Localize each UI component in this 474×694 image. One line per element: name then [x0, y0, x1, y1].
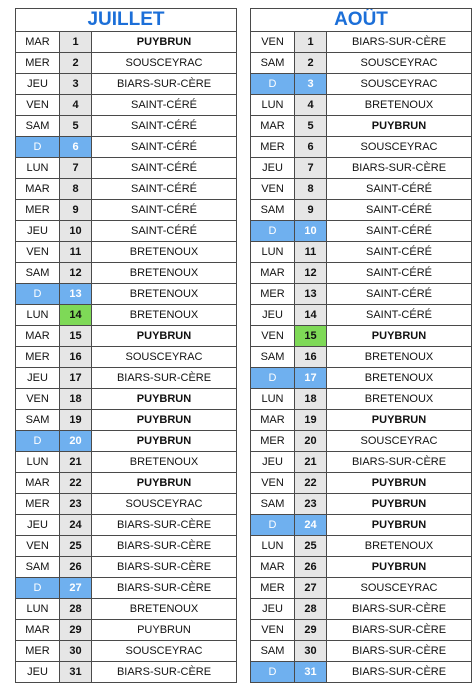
calendar-row — [16, 410, 237, 431]
date-number-cell: 10 — [295, 221, 327, 242]
calendar-row — [251, 557, 472, 578]
calendar-row — [16, 200, 237, 221]
day-cell: MAR — [16, 326, 60, 347]
day-cell: MAR — [251, 557, 295, 578]
calendar-row — [16, 95, 237, 116]
day-cell: MER — [251, 284, 295, 305]
town-cell: BRETENOUX — [92, 263, 237, 284]
calendar-row — [16, 494, 237, 515]
town-cell: SAINT-CÉRÉ — [92, 137, 237, 158]
day-cell: LUN — [251, 242, 295, 263]
date-number-cell: 30 — [60, 641, 92, 662]
town-cell: SAINT-CÉRÉ — [327, 179, 472, 200]
day-cell: SAM — [251, 641, 295, 662]
calendar-row — [251, 284, 472, 305]
day-cell: JEU — [251, 452, 295, 473]
july-calendar-table — [15, 8, 237, 683]
town-cell: SOUSCEYRAC — [327, 74, 472, 95]
calendar-row — [16, 242, 237, 263]
town-cell: SOUSCEYRAC — [92, 641, 237, 662]
calendar-row — [251, 305, 472, 326]
day-cell: VEN — [251, 473, 295, 494]
day-cell: D — [251, 74, 295, 95]
day-cell: SAM — [251, 200, 295, 221]
town-cell: PUYBRUN — [92, 620, 237, 641]
day-cell: VEN — [16, 389, 60, 410]
calendar-row — [251, 410, 472, 431]
town-cell: BIARS-SUR-CÈRE — [327, 452, 472, 473]
town-cell: PUYBRUN — [327, 494, 472, 515]
town-cell: BIARS-SUR-CÈRE — [327, 32, 472, 53]
date-number-cell: 31 — [60, 662, 92, 683]
calendar-row — [16, 326, 237, 347]
calendar-row — [16, 137, 237, 158]
calendar-row — [251, 179, 472, 200]
town-cell: SAINT-CÉRÉ — [92, 158, 237, 179]
date-number-cell: 11 — [295, 242, 327, 263]
town-cell: BRETENOUX — [92, 452, 237, 473]
date-number-cell: 13 — [60, 284, 92, 305]
day-cell: JEU — [251, 158, 295, 179]
day-cell: MAR — [16, 620, 60, 641]
calendar-row — [251, 494, 472, 515]
town-cell: SOUSCEYRAC — [92, 494, 237, 515]
calendar-row — [251, 599, 472, 620]
town-cell: SAINT-CÉRÉ — [327, 242, 472, 263]
calendar-row — [251, 431, 472, 452]
calendar-row — [16, 74, 237, 95]
calendar-row — [251, 221, 472, 242]
calendar-row — [16, 116, 237, 137]
calendar-row — [16, 536, 237, 557]
calendar-row — [16, 179, 237, 200]
july-rows — [16, 32, 237, 683]
town-cell: BRETENOUX — [92, 599, 237, 620]
town-cell: BRETENOUX — [327, 389, 472, 410]
date-number-cell: 26 — [60, 557, 92, 578]
day-cell: MAR — [251, 116, 295, 137]
town-cell: BRETENOUX — [92, 305, 237, 326]
day-cell: LUN — [16, 158, 60, 179]
calendar-row — [16, 305, 237, 326]
date-number-cell: 2 — [295, 53, 327, 74]
town-cell: SAINT-CÉRÉ — [92, 179, 237, 200]
day-cell: D — [251, 368, 295, 389]
town-cell: BRETENOUX — [92, 242, 237, 263]
town-cell: PUYBRUN — [327, 515, 472, 536]
date-number-cell: 1 — [60, 32, 92, 53]
august-rows — [251, 32, 472, 683]
date-number-cell: 30 — [295, 641, 327, 662]
day-cell: JEU — [16, 368, 60, 389]
day-cell: JEU — [251, 305, 295, 326]
date-number-cell: 9 — [295, 200, 327, 221]
town-cell: SOUSCEYRAC — [327, 137, 472, 158]
day-cell: LUN — [251, 95, 295, 116]
town-cell: BIARS-SUR-CÈRE — [327, 620, 472, 641]
day-cell: D — [16, 284, 60, 305]
date-number-cell: 7 — [60, 158, 92, 179]
calendar-row — [251, 389, 472, 410]
date-number-cell: 31 — [295, 662, 327, 683]
town-cell: BIARS-SUR-CÈRE — [327, 158, 472, 179]
calendar-row — [16, 32, 237, 53]
town-cell: PUYBRUN — [327, 326, 472, 347]
town-cell: BRETENOUX — [327, 347, 472, 368]
day-cell: SAM — [16, 263, 60, 284]
town-cell: BIARS-SUR-CÈRE — [92, 515, 237, 536]
calendar-row — [16, 347, 237, 368]
day-cell: MER — [16, 200, 60, 221]
day-cell: VEN — [251, 326, 295, 347]
town-cell: BRETENOUX — [327, 536, 472, 557]
day-cell: MAR — [16, 32, 60, 53]
date-number-cell: 7 — [295, 158, 327, 179]
calendar-row — [16, 263, 237, 284]
date-number-cell: 18 — [295, 389, 327, 410]
town-cell: SAINT-CÉRÉ — [92, 116, 237, 137]
calendar-row — [16, 557, 237, 578]
date-number-cell: 15 — [295, 326, 327, 347]
town-cell: PUYBRUN — [92, 32, 237, 53]
day-cell: VEN — [251, 32, 295, 53]
town-cell: BRETENOUX — [92, 284, 237, 305]
calendar-row — [16, 221, 237, 242]
day-cell: LUN — [251, 536, 295, 557]
day-cell: MAR — [16, 179, 60, 200]
calendar-row — [251, 662, 472, 683]
town-cell: BRETENOUX — [327, 95, 472, 116]
town-cell: SAINT-CÉRÉ — [92, 95, 237, 116]
date-number-cell: 5 — [60, 116, 92, 137]
date-number-cell: 28 — [60, 599, 92, 620]
calendar-row — [16, 473, 237, 494]
day-cell: SAM — [16, 116, 60, 137]
day-cell: LUN — [16, 452, 60, 473]
day-cell: LUN — [16, 305, 60, 326]
town-cell: PUYBRUN — [92, 410, 237, 431]
date-number-cell: 4 — [295, 95, 327, 116]
month-title-august: AOÛT — [251, 9, 472, 32]
date-number-cell: 8 — [295, 179, 327, 200]
town-cell: PUYBRUN — [92, 326, 237, 347]
date-number-cell: 26 — [295, 557, 327, 578]
calendar-row — [251, 536, 472, 557]
day-cell: LUN — [251, 389, 295, 410]
calendar-row — [251, 368, 472, 389]
day-cell: D — [251, 221, 295, 242]
day-cell: VEN — [16, 536, 60, 557]
town-cell: BRETENOUX — [327, 368, 472, 389]
date-number-cell: 23 — [60, 494, 92, 515]
calendar-row — [16, 284, 237, 305]
town-cell: SAINT-CÉRÉ — [327, 221, 472, 242]
calendar-row — [251, 620, 472, 641]
calendar-row — [251, 347, 472, 368]
date-number-cell: 3 — [295, 74, 327, 95]
calendar-row — [251, 137, 472, 158]
date-number-cell: 6 — [60, 137, 92, 158]
month-title-july: JUILLET — [16, 9, 237, 32]
day-cell: SAM — [16, 557, 60, 578]
day-cell: JEU — [16, 74, 60, 95]
day-cell: D — [16, 137, 60, 158]
town-cell: BIARS-SUR-CÈRE — [327, 662, 472, 683]
day-cell: MER — [16, 53, 60, 74]
calendar-row — [251, 158, 472, 179]
calendar-row — [16, 158, 237, 179]
town-cell: PUYBRUN — [327, 557, 472, 578]
calendar-row — [16, 53, 237, 74]
day-cell: MER — [16, 347, 60, 368]
day-cell: SAM — [16, 410, 60, 431]
calendar-row — [251, 32, 472, 53]
calendar-row — [251, 641, 472, 662]
calendar-row — [16, 431, 237, 452]
august-calendar-table — [250, 8, 472, 683]
calendar-row — [251, 326, 472, 347]
day-cell: SAM — [251, 347, 295, 368]
date-number-cell: 24 — [295, 515, 327, 536]
calendar-row — [16, 389, 237, 410]
day-cell: VEN — [16, 95, 60, 116]
date-number-cell: 24 — [60, 515, 92, 536]
town-cell: PUYBRUN — [92, 431, 237, 452]
date-number-cell: 22 — [295, 473, 327, 494]
date-number-cell: 17 — [60, 368, 92, 389]
day-cell: D — [16, 431, 60, 452]
date-number-cell: 23 — [295, 494, 327, 515]
town-cell: BIARS-SUR-CÈRE — [92, 578, 237, 599]
day-cell: VEN — [251, 620, 295, 641]
town-cell: BIARS-SUR-CÈRE — [92, 74, 237, 95]
date-number-cell: 28 — [295, 599, 327, 620]
day-cell: MER — [16, 641, 60, 662]
town-cell: BIARS-SUR-CÈRE — [92, 557, 237, 578]
day-cell: JEU — [16, 662, 60, 683]
town-cell: SOUSCEYRAC — [92, 53, 237, 74]
town-cell: PUYBRUN — [92, 389, 237, 410]
date-number-cell: 12 — [295, 263, 327, 284]
town-cell: SOUSCEYRAC — [327, 53, 472, 74]
town-cell: SAINT-CÉRÉ — [327, 305, 472, 326]
date-number-cell: 13 — [295, 284, 327, 305]
date-number-cell: 25 — [295, 536, 327, 557]
calendar-row — [251, 473, 472, 494]
calendar-row — [251, 95, 472, 116]
date-number-cell: 21 — [295, 452, 327, 473]
date-number-cell: 2 — [60, 53, 92, 74]
day-cell: MAR — [251, 410, 295, 431]
calendar-row — [16, 662, 237, 683]
date-number-cell: 16 — [60, 347, 92, 368]
date-number-cell: 25 — [60, 536, 92, 557]
day-cell: MAR — [16, 473, 60, 494]
day-cell: JEU — [16, 515, 60, 536]
town-cell: SOUSCEYRAC — [327, 431, 472, 452]
calendar-row — [251, 452, 472, 473]
day-cell: MER — [251, 431, 295, 452]
date-number-cell: 16 — [295, 347, 327, 368]
date-number-cell: 22 — [60, 473, 92, 494]
calendar-row — [251, 515, 472, 536]
date-number-cell: 3 — [60, 74, 92, 95]
date-number-cell: 29 — [295, 620, 327, 641]
date-number-cell: 27 — [295, 578, 327, 599]
day-cell: D — [251, 515, 295, 536]
date-number-cell: 29 — [60, 620, 92, 641]
date-number-cell: 1 — [295, 32, 327, 53]
calendar-row — [16, 599, 237, 620]
date-number-cell: 5 — [295, 116, 327, 137]
calendar-row — [251, 200, 472, 221]
calendar-row — [251, 242, 472, 263]
date-number-cell: 11 — [60, 242, 92, 263]
calendar-row — [16, 641, 237, 662]
town-cell: BIARS-SUR-CÈRE — [92, 368, 237, 389]
date-number-cell: 14 — [295, 305, 327, 326]
day-cell: MAR — [251, 263, 295, 284]
day-cell: MER — [251, 137, 295, 158]
town-cell: PUYBRUN — [327, 410, 472, 431]
town-cell: PUYBRUN — [92, 473, 237, 494]
day-cell: LUN — [16, 599, 60, 620]
day-cell: MER — [16, 494, 60, 515]
date-number-cell: 20 — [60, 431, 92, 452]
date-number-cell: 21 — [60, 452, 92, 473]
calendar-row — [16, 578, 237, 599]
day-cell: JEU — [16, 221, 60, 242]
town-cell: PUYBRUN — [327, 116, 472, 137]
town-cell: SOUSCEYRAC — [327, 578, 472, 599]
calendar-row — [16, 620, 237, 641]
town-cell: PUYBRUN — [327, 473, 472, 494]
date-number-cell: 17 — [295, 368, 327, 389]
calendar-row — [251, 74, 472, 95]
town-cell: SAINT-CÉRÉ — [327, 284, 472, 305]
calendar-row — [251, 578, 472, 599]
date-number-cell: 10 — [60, 221, 92, 242]
town-cell: SAINT-CÉRÉ — [92, 221, 237, 242]
calendar-row — [16, 515, 237, 536]
date-number-cell: 12 — [60, 263, 92, 284]
day-cell: VEN — [251, 179, 295, 200]
day-cell: VEN — [16, 242, 60, 263]
town-cell: BIARS-SUR-CÈRE — [92, 662, 237, 683]
day-cell: SAM — [251, 494, 295, 515]
day-cell: MER — [251, 578, 295, 599]
date-number-cell: 27 — [60, 578, 92, 599]
town-cell: SAINT-CÉRÉ — [327, 200, 472, 221]
calendar-row — [16, 368, 237, 389]
date-number-cell: 18 — [60, 389, 92, 410]
date-number-cell: 19 — [295, 410, 327, 431]
date-number-cell: 19 — [60, 410, 92, 431]
town-cell: SOUSCEYRAC — [92, 347, 237, 368]
town-cell: BIARS-SUR-CÈRE — [327, 641, 472, 662]
town-cell: BIARS-SUR-CÈRE — [327, 599, 472, 620]
calendar-row — [251, 116, 472, 137]
town-cell: BIARS-SUR-CÈRE — [92, 536, 237, 557]
town-cell: SAINT-CÉRÉ — [327, 263, 472, 284]
calendar-row — [251, 53, 472, 74]
day-cell: SAM — [251, 53, 295, 74]
calendar-row — [16, 452, 237, 473]
town-cell: SAINT-CÉRÉ — [92, 200, 237, 221]
date-number-cell: 20 — [295, 431, 327, 452]
date-number-cell: 4 — [60, 95, 92, 116]
day-cell: JEU — [251, 599, 295, 620]
calendar-row — [251, 263, 472, 284]
day-cell: D — [16, 578, 60, 599]
date-number-cell: 6 — [295, 137, 327, 158]
date-number-cell: 9 — [60, 200, 92, 221]
day-cell: D — [251, 662, 295, 683]
date-number-cell: 14 — [60, 305, 92, 326]
date-number-cell: 8 — [60, 179, 92, 200]
date-number-cell: 15 — [60, 326, 92, 347]
